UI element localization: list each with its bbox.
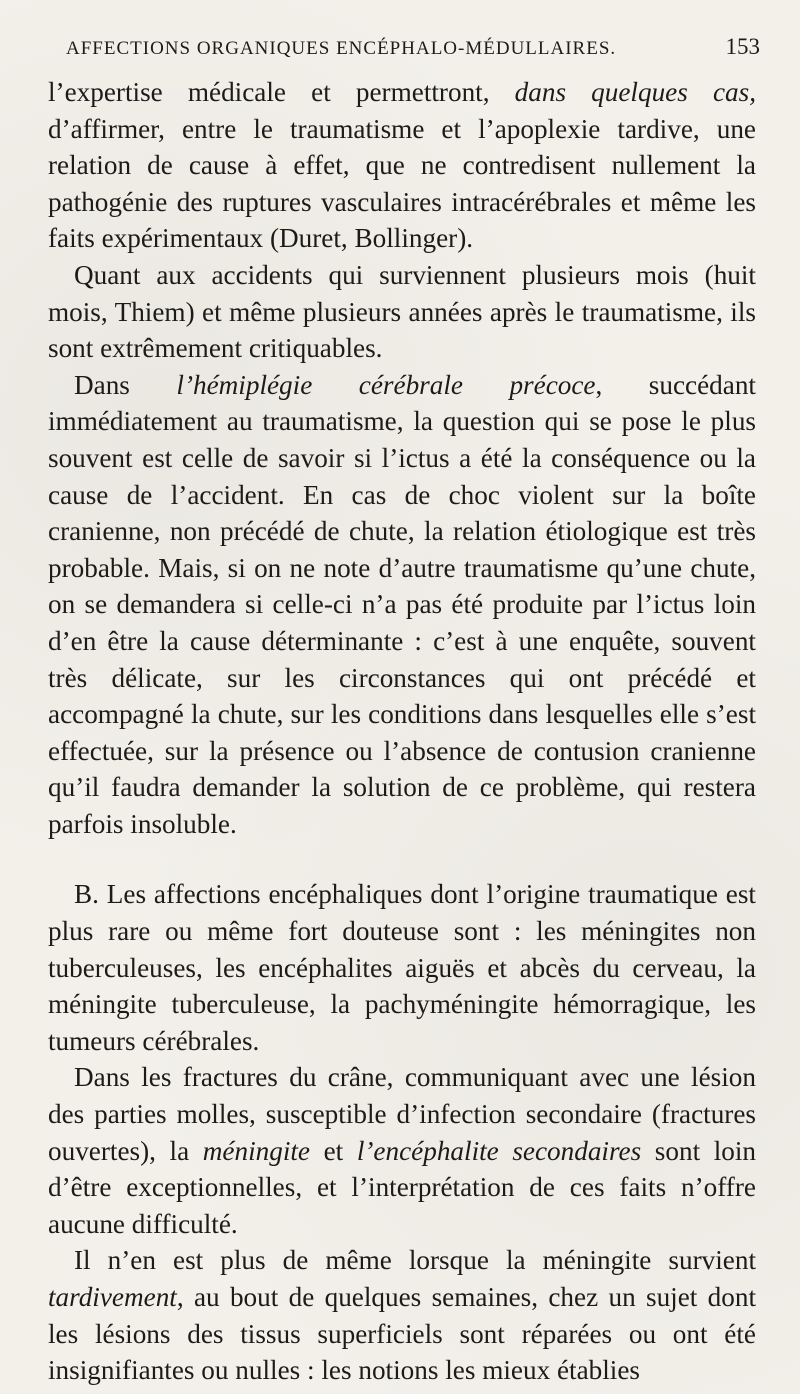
running-head-title: AFFECTIONS ORGANIQUES ENCÉPHALO-MÉDULLAIRES. bbox=[66, 38, 617, 59]
italic-text-segment: l’encéphalite secondaires bbox=[356, 1135, 642, 1166]
italic-text-segment: méningite bbox=[202, 1135, 310, 1166]
section-break bbox=[48, 842, 756, 876]
paragraph-1 bbox=[48, 74, 756, 257]
running-head bbox=[66, 34, 760, 74]
text-segment: sont loin d’être exceptionnelles, et l’interprétation de ces faits n’offre aucune difficulté. bbox=[48, 1135, 757, 1239]
body-text bbox=[48, 74, 756, 1389]
text-segment: B. Les affections encéphaliques dont l’origine traumatique est plus rare ou même fort douteuse sont : les méningites non tuberculeuses, les encéphalites aiguës et abcès du cerveau, la méningite tuberculeuse, la pachyméningite hémorragique, les tumeurs cérébrales. bbox=[48, 879, 756, 1056]
text-segment: Quant aux accidents qui surviennent plusieurs mois (huit mois, Thiem) et même plusieurs années après le traumatisme, ils sont extrêmement critiquables. bbox=[48, 259, 756, 364]
text-segment: Dans bbox=[74, 369, 177, 400]
text-segment: , au bout de quelques semaines, chez un sujet dont les lésions des tissus superficiels sont réparées ou ont été insignifiantes ou nulles : les notions les mieux établies bbox=[48, 1282, 756, 1386]
text-segment: , succédant immédiatement au traumatisme, la question qui se pose le plus souvent est celle de savoir si l’ictus a été la conséquence ou la cause de l’accident. En cas de choc violent sur la boîte cranienne, non précédé de chute, la relation étiologique est très probable. Mais, si on ne note d’autre traumatisme qu’une chute, on se demandera si celle-ci n’a pas été produite par l’ictus loin d’en être la cause déterminante : c’est à une enquête, souvent très délicate, sur les circonstances qui ont précédé et accompagné la chute, sur les conditions dans lesquelles elle s’est effectuée, sur la présence ou l’absence de contusion cranienne qu’il faudra demander la solution de ce problème, qui restera parfois insoluble. bbox=[48, 369, 756, 839]
text-segment: d’affirmer, entre le traumatisme et l’apoplexie tardive, une relation de cause à effet, que ne contredisent nullement la pathogénie des ruptures vasculaires intracérébrales et même les faits expérimentaux (Duret, Bollinger). bbox=[48, 113, 756, 254]
text-segment: et bbox=[310, 1135, 357, 1166]
paragraph-6 bbox=[48, 1242, 756, 1388]
paragraph-4 bbox=[48, 876, 756, 1059]
page-number: 153 bbox=[725, 34, 760, 59]
paragraph-2 bbox=[48, 257, 756, 367]
text-segment: Dans les fractures du crâne, communiquant avec une lésion des parties molles, susceptible d’infection secondaire (fractures ouvertes), la bbox=[48, 1062, 756, 1166]
text-segment: Il n’en est plus de même lorsque la méningite survient bbox=[74, 1245, 756, 1276]
italic-text-segment: tardivement bbox=[48, 1282, 177, 1312]
italic-text-segment: dans quelques cas, bbox=[514, 77, 756, 107]
paragraph-3 bbox=[48, 367, 756, 843]
paragraph-5 bbox=[48, 1059, 756, 1242]
text-segment: l’expertise médicale et permettront, bbox=[48, 77, 515, 107]
italic-text-segment: l’hémiplégie cérébrale précoce bbox=[176, 369, 596, 400]
